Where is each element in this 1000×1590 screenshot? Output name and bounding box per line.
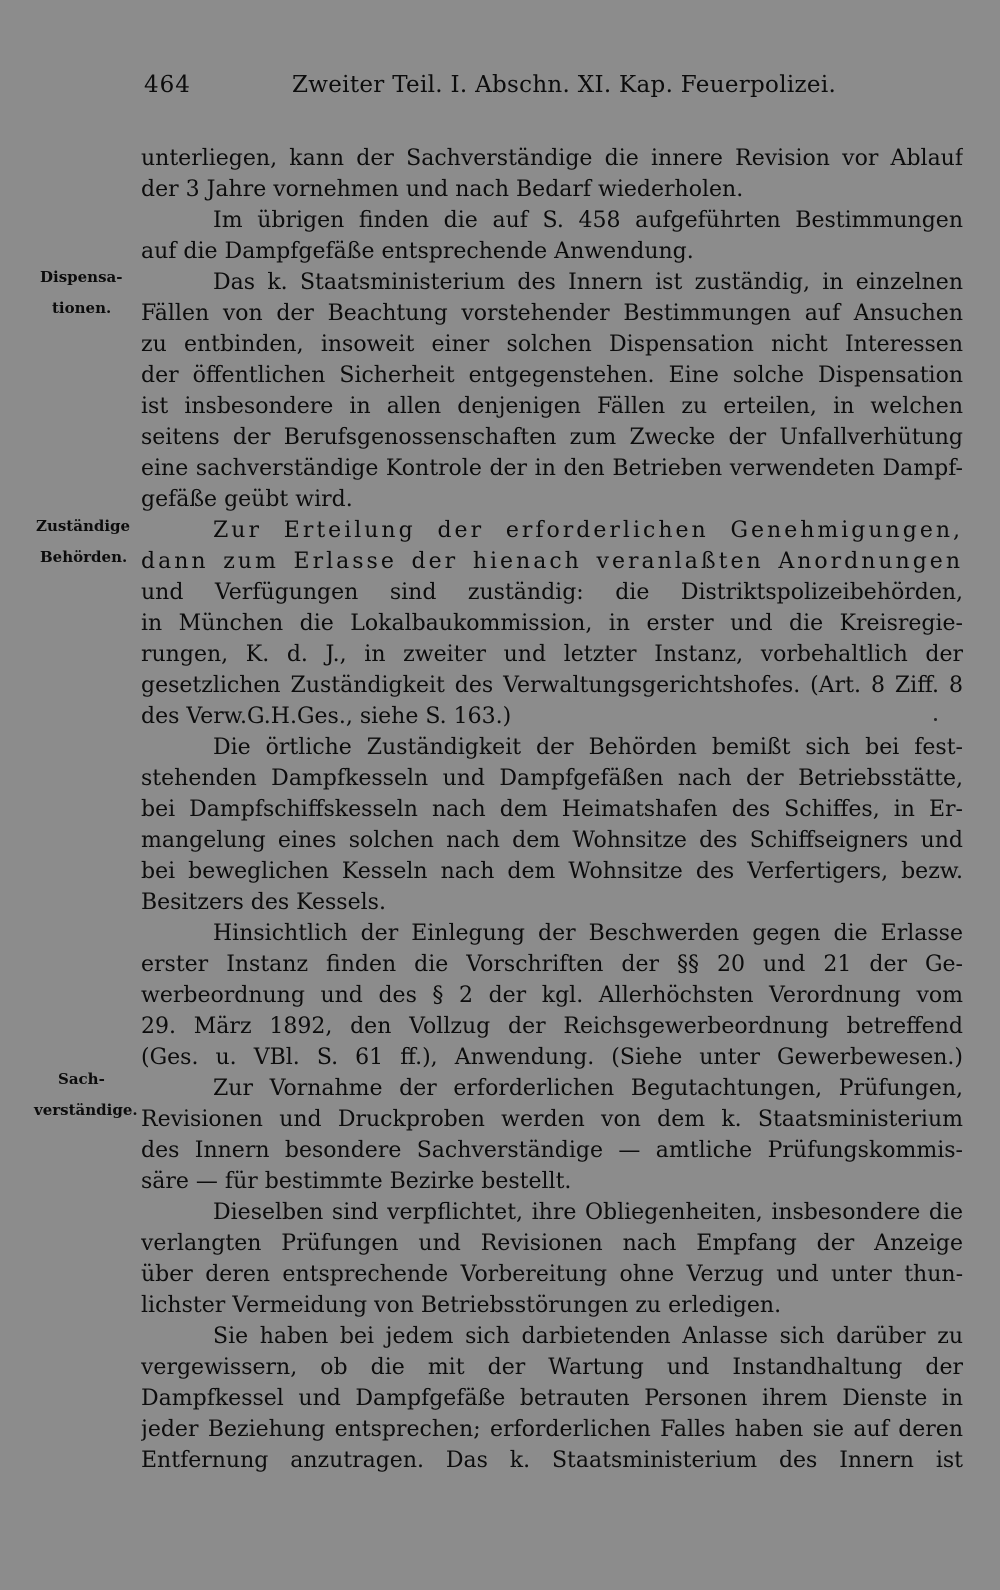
text-line: Entfernung anzutragen. Das k. Staatsministerium des Innern ist — [141, 1448, 963, 1473]
text-line: und Verfügungen sind zuständig: die Distriktspolizeibehörden, — [141, 580, 963, 605]
text-line: stehenden Dampfkesseln und Dampfgefäßen nach der Betriebsstätte, — [141, 766, 963, 791]
text-line: vergewissern, ob die mit der Wartung und Instandhaltung der — [141, 1355, 963, 1380]
text-line: verlangten Prüfungen und Revisionen nach Empfang der Anzeige — [141, 1231, 963, 1256]
text-line: eine sachverständige Kontrole der in den Betrieben verwendeten Dampf- — [141, 456, 963, 481]
text-line: unterliegen, kann der Sachverständige die innere Revision vor Ablauf — [141, 146, 963, 171]
text-line: des Verw.G.H.Ges., siehe S. 163.) — [141, 704, 512, 729]
text-line: Besitzers des Kessels. — [141, 890, 386, 915]
text-line: über deren entsprechende Vorbereitung ohne Verzug und unter thun- — [141, 1262, 963, 1287]
text-line: gefäße geübt wird. — [141, 487, 353, 512]
text-line: in München die Lokalbaukommission, in erster und die Kreisregie- — [141, 611, 963, 636]
margin-note-zustaendige-2: Behörden. — [40, 548, 128, 566]
running-title: Zweiter Teil. I. Abschn. XI. Kap. Feuerpolizei. — [292, 72, 837, 98]
text-line: der öffentlichen Sicherheit entgegenstehen. Eine solche Dispensation — [141, 363, 963, 388]
text-line: mangelung eines solchen nach dem Wohnsitze des Schiffseigners und — [141, 828, 963, 853]
text-line: Das k. Staatsministerium des Innern ist zuständig, in einzelnen — [213, 270, 963, 295]
text-line: der 3 Jahre vornehmen und nach Bedarf wiederholen. — [141, 177, 744, 202]
text-line: Revisionen und Druckproben werden von dem k. Staatsministerium — [141, 1107, 963, 1132]
text-line: Hinsichtlich der Einlegung der Beschwerden gegen die Erlasse — [213, 921, 963, 946]
text-line: dann zum Erlasse der hienach veranlaßten Anordnungen — [141, 549, 963, 574]
margin-note-zustaendige-1: Zuständige — [36, 517, 131, 535]
text-line: werbeordnung und des § 2 der kgl. Allerhöchsten Verordnung vom — [141, 983, 963, 1008]
text-line: säre — für bestimmte Bezirke bestellt. — [141, 1169, 572, 1194]
page-header — [144, 72, 964, 108]
text-line: Dampfkessel und Dampfgefäße betrauten Personen ihrem Dienste in — [141, 1386, 963, 1411]
margin-note-sachverstaendige-1: Sach- — [58, 1070, 105, 1088]
text-line: rungen, K. d. J., in zweiter und letzter Instanz, vorbehaltlich der — [141, 642, 963, 667]
text-line: erster Instanz finden die Vorschriften der §§ 20 und 21 der Ge- — [141, 952, 963, 977]
text-line: 29. März 1892, den Vollzug der Reichsgewerbeordnung betreffend — [141, 1014, 963, 1039]
text-line: Die örtliche Zuständigkeit der Behörden bemißt sich bei fest- — [213, 735, 963, 760]
margin-note-dispensationen-2: tionen. — [52, 299, 112, 317]
margin-note-sachverstaendige-2: verständige. — [34, 1101, 138, 1119]
text-line: jeder Beziehung entsprechen; erforderlichen Falles haben sie auf deren — [141, 1417, 963, 1442]
text-line: des Innern besondere Sachverständige — amtliche Prüfungskommis- — [141, 1138, 963, 1163]
margin-note-dispensationen-1: Dispensa- — [40, 268, 123, 286]
page-number: 464 — [144, 72, 191, 98]
text-line: zu entbinden, insoweit einer solchen Dispensation nicht Interessen — [141, 332, 963, 357]
text-line: Sie haben bei jedem sich darbietenden Anlasse sich darüber zu — [213, 1324, 963, 1349]
text-line: Fällen von der Beachtung vorstehender Bestimmungen auf Ansuchen — [141, 301, 963, 326]
text-line: ist insbesondere in allen denjenigen Fällen zu erteilen, in welchen — [141, 394, 963, 419]
text-line: Dieselben sind verpflichtet, ihre Obliegenheiten, insbesondere die — [213, 1200, 963, 1225]
text-line: Zur Vornahme der erforderlichen Begutachtungen, Prüfungen, — [213, 1076, 963, 1101]
text-line: seitens der Berufsgenossenschaften zum Zwecke der Unfallverhütung — [141, 425, 963, 450]
text-line: bei beweglichen Kesseln nach dem Wohnsitze des Verfertigers, bezw. — [141, 859, 963, 884]
text-line: bei Dampfschiffskesseln nach dem Heimatshafen des Schiffes, in Er- — [141, 797, 963, 822]
text-line: Im übrigen finden die auf S. 458 aufgeführten Bestimmungen — [213, 208, 963, 233]
text-line: Zur Erteilung der erforderlichen Genehmigungen, — [213, 518, 963, 543]
text-line: auf die Dampfgefäße entsprechende Anwendung. — [141, 239, 694, 264]
text-line: (Ges. u. VBl. S. 61 ff.), Anwendung. (Siehe unter Gewerbewesen.) — [141, 1045, 963, 1070]
text-line: lichster Vermeidung von Betriebsstörungen zu erledigen. — [141, 1293, 782, 1318]
stray-dot — [934, 718, 937, 721]
text-line: gesetzlichen Zuständigkeit des Verwaltungsgerichtshofes. (Art. 8 Ziff. 8 — [141, 673, 963, 698]
